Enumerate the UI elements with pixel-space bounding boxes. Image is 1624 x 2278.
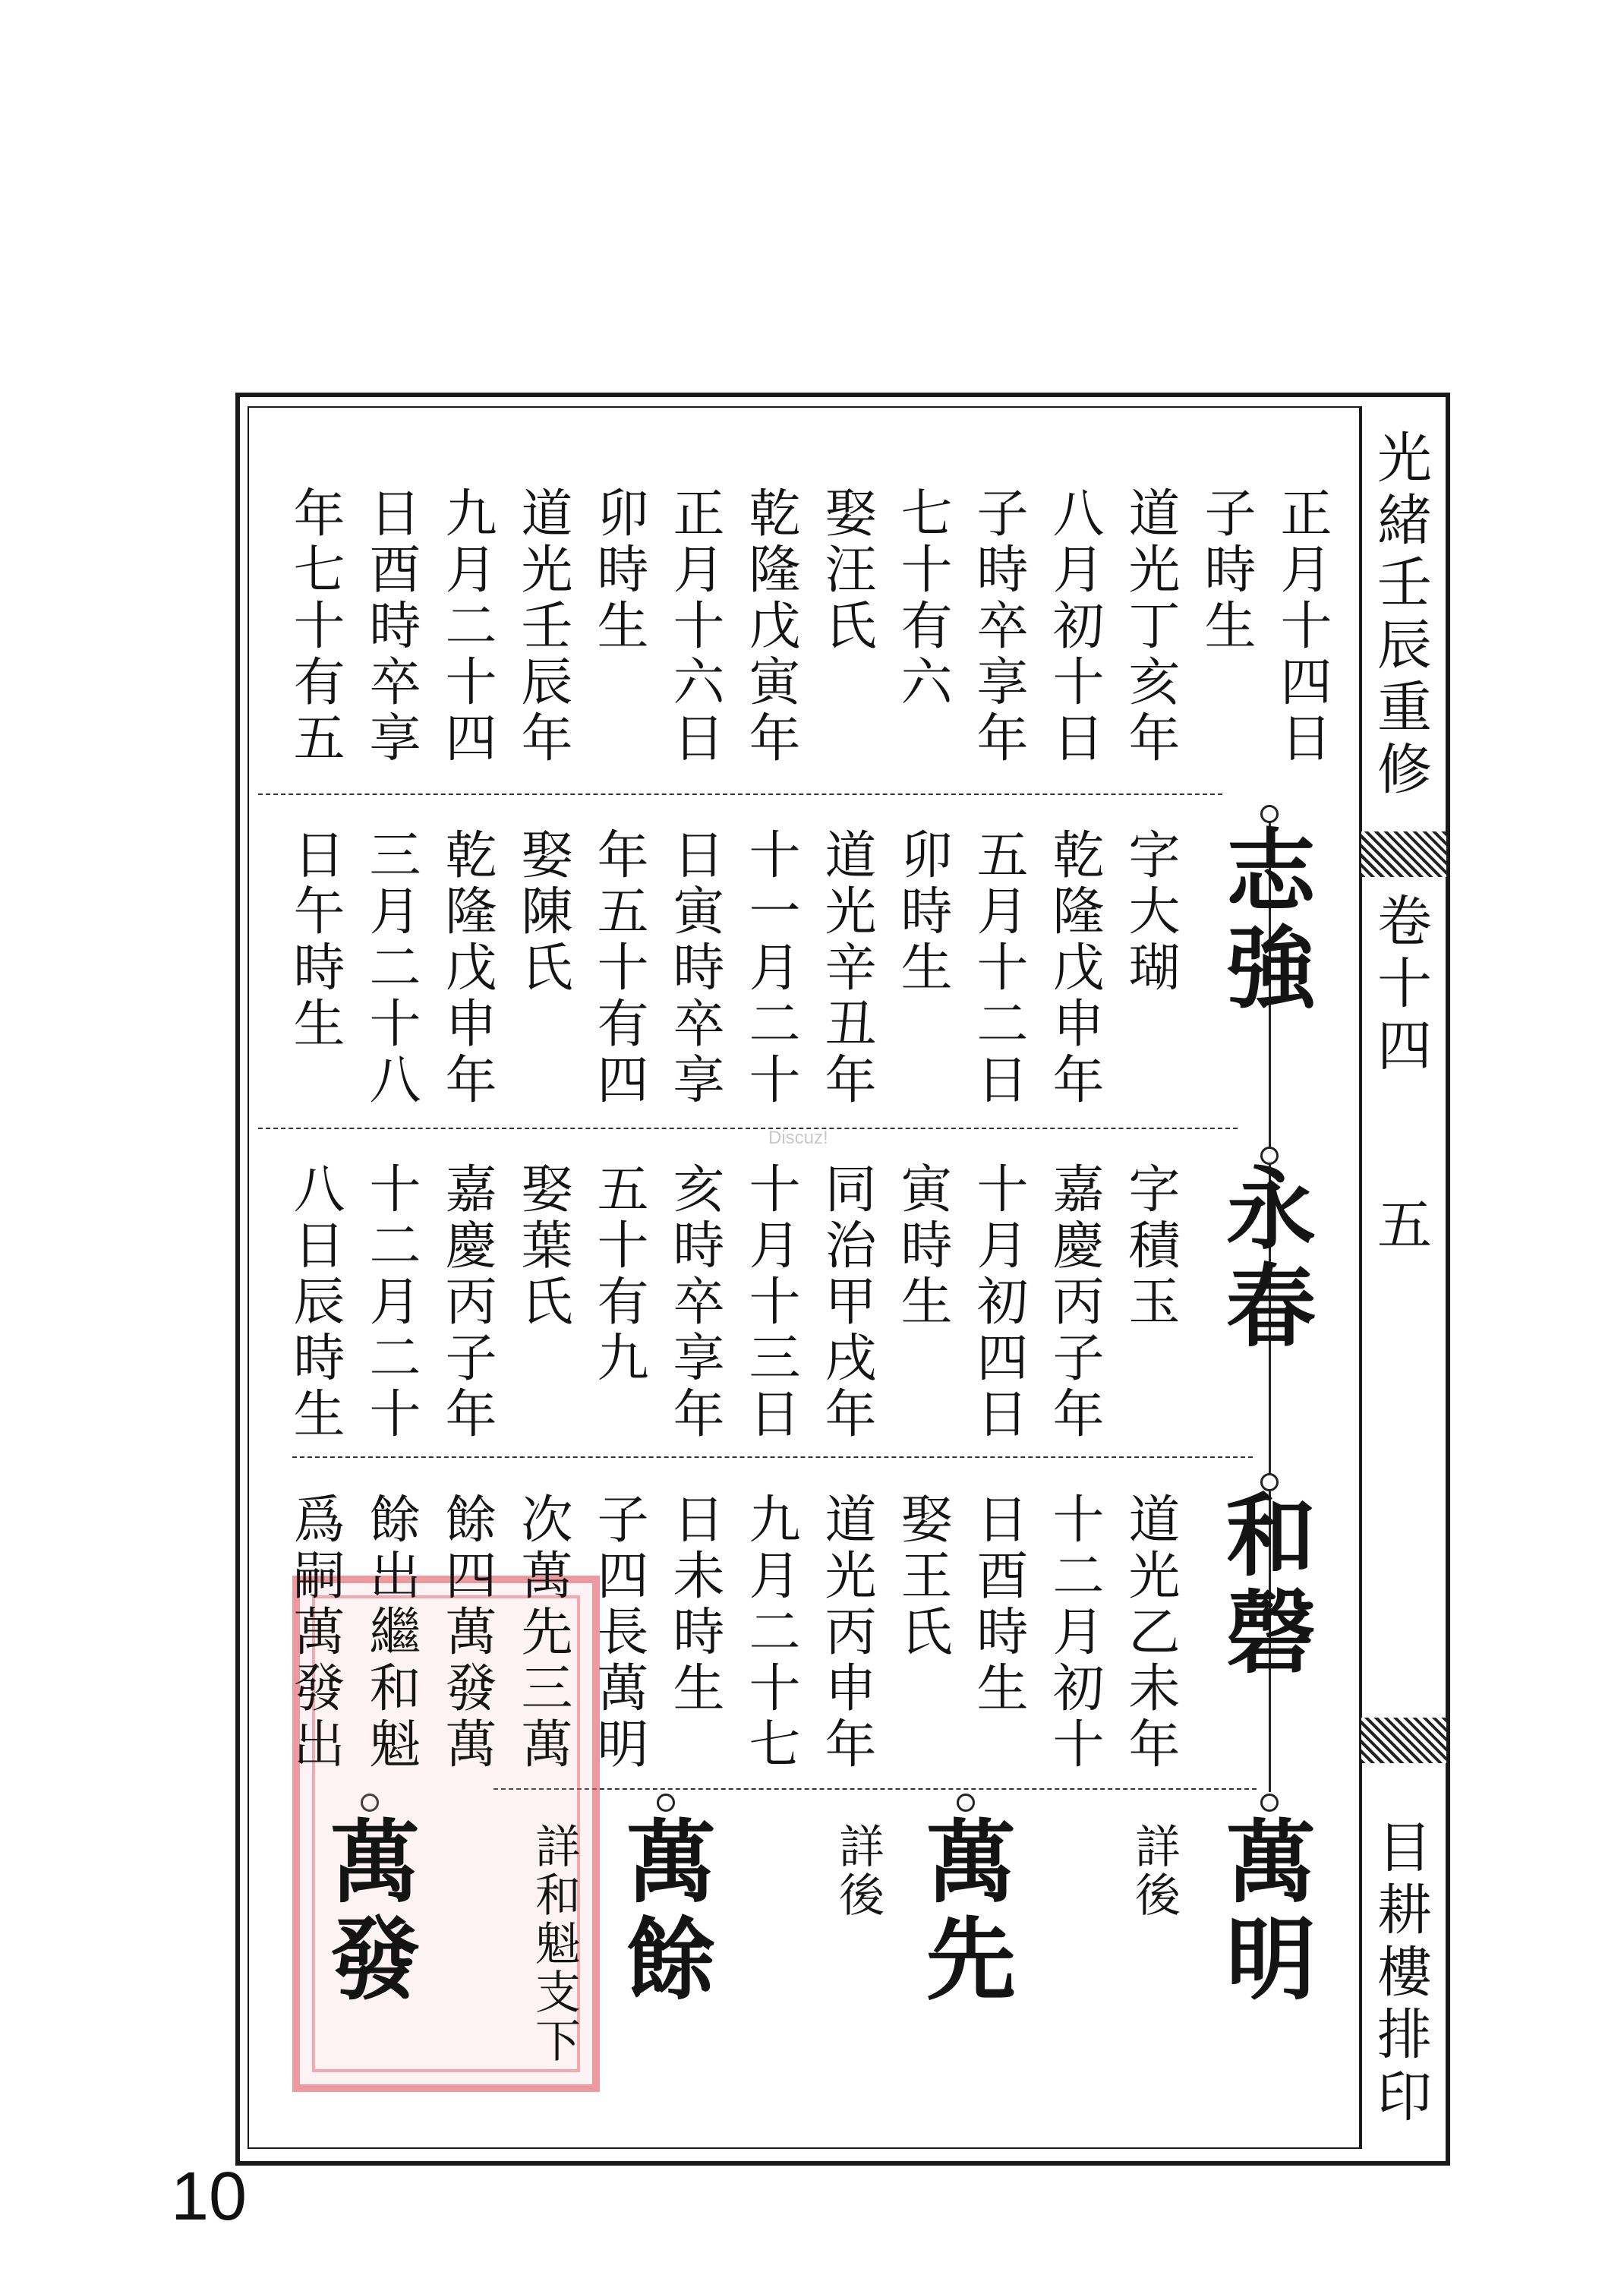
entry-text: 五月十二日 [968,828,1028,1109]
entry-text: 三月二十八 [361,828,421,1109]
ancestor-name: 永春 [1211,1162,1317,1356]
entry-text: 十月初四日 [968,1162,1028,1443]
center-margin-rule [1359,406,1361,2149]
node-dot [1260,1794,1279,1812]
ancestor-name: 和磬 [1211,1488,1317,1683]
entry-text: 道光乙未年 [1120,1492,1180,1773]
entry-text: 娶陳氏 [512,828,572,996]
tier-divider-1 [258,794,1222,795]
entry-text: 十二月初十 [1044,1492,1104,1773]
son-name: 萬明 [1211,1815,1317,2009]
entry-text: 娶汪氏 [816,486,876,655]
tier-divider-3 [292,1456,1253,1458]
entry-text: 道光丙申年 [816,1492,876,1773]
entry-text: 子時生 [1196,486,1256,655]
entry-text: 次萬先三萬 [512,1492,572,1773]
entry-text: 字積玉 [1120,1162,1180,1330]
lower-fishtail [1361,1718,1446,1763]
entry-text: 爲嗣萬發出 [285,1492,345,1773]
entry-text: 日酉時生 [968,1492,1028,1717]
tier-divider-4 [494,1788,1257,1790]
upper-fishtail [1361,831,1446,877]
son-note: 詳和魁支下 [528,1822,581,2065]
son-note: 詳後 [831,1822,885,1920]
entry-text: 同治甲戌年 [816,1162,876,1443]
entry-text: 字大瑚 [1120,828,1180,996]
entry-text: 七十有六 [892,486,952,711]
entry-text: 道光丁亥年 [1120,486,1180,767]
entry-text: 乾隆戊寅年 [740,486,800,767]
son-note: 詳後 [1127,1822,1181,1920]
entry-text: 正月十四日 [1272,486,1332,767]
node-dot [957,1794,975,1812]
entry-text: 日未時生 [664,1492,724,1717]
entry-text: 日寅時卒享 [664,828,724,1109]
ancestor-name: 志強 [1211,824,1317,1018]
imprint-label: 目耕樓排印 [1368,1819,1432,2130]
entry-text: 寅時生 [892,1162,952,1330]
node-dot [657,1794,675,1812]
node-dot [1260,805,1279,823]
entry-text: 九月二十四 [437,486,497,767]
son-name: 萬餘 [611,1815,717,2009]
entry-text: 餘出繼和魁 [361,1492,421,1773]
son-name: 萬發 [315,1815,421,2009]
entry-text: 亥時卒享年 [664,1162,724,1443]
book-title: 光緒壬辰重修 [1368,429,1432,803]
entry-text: 十二月二十 [361,1162,421,1443]
entry-text: 餘四萬發萬 [437,1492,497,1773]
entry-text: 八日辰時生 [285,1162,345,1443]
entry-text: 乾隆戊申年 [1044,828,1104,1109]
entry-text: 娶葉氏 [512,1162,572,1330]
entry-text: 嘉慶丙子年 [437,1162,497,1443]
entry-text: 八月初十日 [1044,486,1104,767]
entry-text: 卯時生 [892,828,952,996]
entry-text: 嘉慶丙子年 [1044,1162,1104,1443]
entry-text: 娶王氏 [892,1492,952,1661]
entry-text: 道光壬辰年 [512,486,572,767]
tier-divider-2 [258,1128,1238,1129]
entry-text: 十月十三日 [740,1162,800,1443]
entry-text: 乾隆戊申年 [437,828,497,1109]
entry-text: 正月十六日 [664,486,724,767]
page-number: 10 [171,2159,248,2235]
entry-text: 卯時生 [588,486,648,655]
entry-text: 日午時生 [285,828,345,1052]
entry-text: 年七十有五 [285,486,345,767]
entry-text: 九月二十七 [740,1492,800,1773]
entry-text: 日酉時卒享 [361,486,421,767]
son-name: 萬先 [911,1815,1017,2009]
entry-text: 道光辛丑年 [816,828,876,1109]
entry-text: 年五十有四 [588,828,648,1109]
leaf-number: 五 [1368,1196,1432,1258]
entry-text: 子四長萬明 [588,1492,648,1773]
entry-text: 十一月二十 [740,828,800,1109]
entry-text: 五十有九 [588,1162,648,1387]
volume-label: 卷十四 [1368,892,1432,1079]
entry-text: 子時卒享年 [968,486,1028,767]
watermark: Discuz! [768,1128,828,1148]
